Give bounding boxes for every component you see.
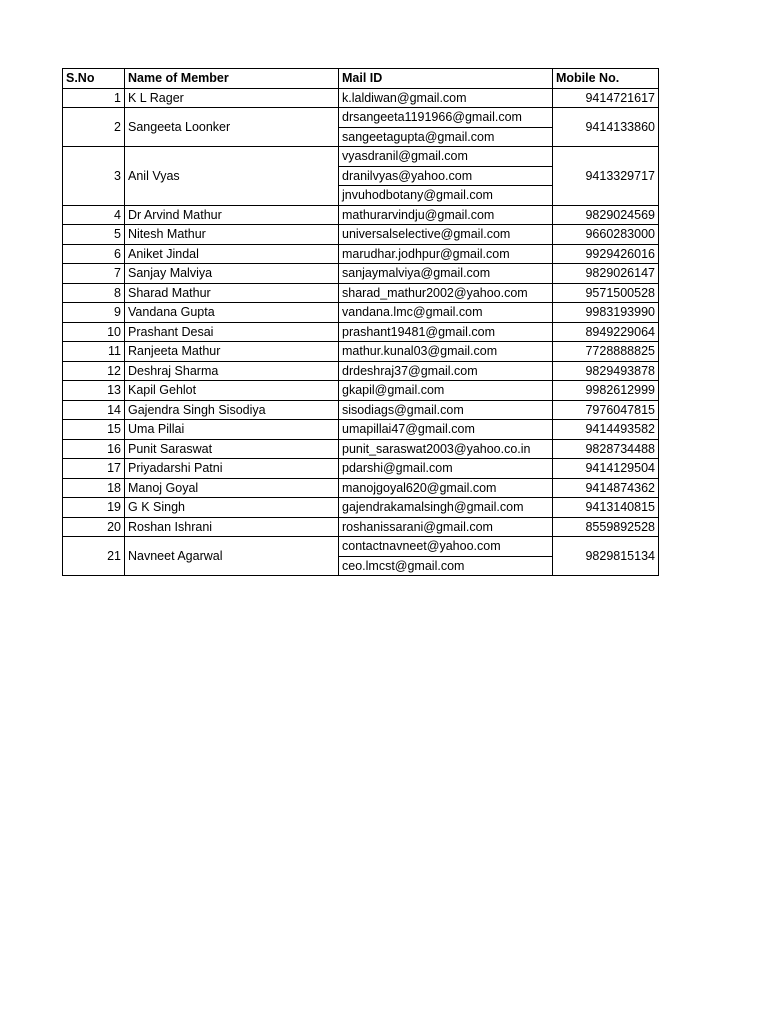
- member-name-cell: Manoj Goyal: [125, 478, 339, 498]
- mail-id-cell: ceo.lmcst@gmail.com: [339, 556, 553, 576]
- table-row: [63, 322, 659, 342]
- mail-id-cell: gajendrakamalsingh@gmail.com: [339, 498, 553, 518]
- table-row: [63, 264, 659, 284]
- mobile-number-cell: 9829026147: [553, 264, 659, 284]
- member-name-cell: Sharad Mathur: [125, 283, 339, 303]
- mobile-number-cell: 9414133860: [553, 108, 659, 147]
- serial-number-cell: 8: [63, 283, 125, 303]
- table-row: [63, 342, 659, 362]
- serial-number-cell: 6: [63, 244, 125, 264]
- member-name-cell: Uma Pillai: [125, 420, 339, 440]
- table-row: [63, 478, 659, 498]
- serial-number-cell: 16: [63, 439, 125, 459]
- serial-number-cell: 10: [63, 322, 125, 342]
- mail-id-cell: vandana.lmc@gmail.com: [339, 303, 553, 323]
- serial-number-cell: 9: [63, 303, 125, 323]
- table-row: [63, 205, 659, 225]
- member-name-cell: Roshan Ishrani: [125, 517, 339, 537]
- mobile-number-cell: 7976047815: [553, 400, 659, 420]
- mail-id-cell: sharad_mathur2002@yahoo.com: [339, 283, 553, 303]
- mail-id-cell: mathurarvindju@gmail.com: [339, 205, 553, 225]
- mail-id-cell: vyasdranil@gmail.com: [339, 147, 553, 167]
- table-row: [63, 498, 659, 518]
- mobile-number-cell: 9982612999: [553, 381, 659, 401]
- mail-id-cell: sanjaymalviya@gmail.com: [339, 264, 553, 284]
- mail-id-cell: prashant19481@gmail.com: [339, 322, 553, 342]
- member-name-cell: Vandana Gupta: [125, 303, 339, 323]
- mail-id-cell: sisodiags@gmail.com: [339, 400, 553, 420]
- mail-id-cell: gkapil@gmail.com: [339, 381, 553, 401]
- mobile-number-cell: 9571500528: [553, 283, 659, 303]
- table-row: [63, 147, 659, 167]
- mobile-number-cell: 9829024569: [553, 205, 659, 225]
- mobile-number-cell: 9414874362: [553, 478, 659, 498]
- member-name-cell: Dr Arvind Mathur: [125, 205, 339, 225]
- serial-number-cell: 21: [63, 537, 125, 576]
- member-name-cell: Nitesh Mathur: [125, 225, 339, 245]
- mail-id-cell: manojgoyal620@gmail.com: [339, 478, 553, 498]
- table-row: [63, 439, 659, 459]
- mail-id-cell: mathur.kunal03@gmail.com: [339, 342, 553, 362]
- mail-id-cell: universalselective@gmail.com: [339, 225, 553, 245]
- member-name-cell: Prashant Desai: [125, 322, 339, 342]
- table-row: [63, 108, 659, 128]
- mail-id-cell: umapillai47@gmail.com: [339, 420, 553, 440]
- member-name-cell: Navneet Agarwal: [125, 537, 339, 576]
- table-row: [63, 381, 659, 401]
- member-name-cell: Sanjay Malviya: [125, 264, 339, 284]
- members-table: [62, 68, 659, 576]
- mail-id-cell: sangeetagupta@gmail.com: [339, 127, 553, 147]
- serial-number-cell: 14: [63, 400, 125, 420]
- member-name-cell: Anil Vyas: [125, 147, 339, 206]
- table-row: [63, 244, 659, 264]
- table-row: [63, 400, 659, 420]
- member-name-cell: Ranjeeta Mathur: [125, 342, 339, 362]
- mobile-number-cell: 9828734488: [553, 439, 659, 459]
- mobile-number-cell: 8559892528: [553, 517, 659, 537]
- header-name: Name of Member: [125, 69, 339, 89]
- table-body: [63, 88, 659, 576]
- table-row: [63, 459, 659, 479]
- serial-number-cell: 20: [63, 517, 125, 537]
- mobile-number-cell: 9929426016: [553, 244, 659, 264]
- serial-number-cell: 7: [63, 264, 125, 284]
- member-name-cell: Punit Saraswat: [125, 439, 339, 459]
- mail-id-cell: drdeshraj37@gmail.com: [339, 361, 553, 381]
- serial-number-cell: 2: [63, 108, 125, 147]
- table-row: [63, 303, 659, 323]
- serial-number-cell: 11: [63, 342, 125, 362]
- member-name-cell: Kapil Gehlot: [125, 381, 339, 401]
- serial-number-cell: 13: [63, 381, 125, 401]
- mail-id-cell: roshanissarani@gmail.com: [339, 517, 553, 537]
- member-name-cell: Sangeeta Loonker: [125, 108, 339, 147]
- mail-id-cell: k.laldiwan@gmail.com: [339, 88, 553, 108]
- header-mobile: Mobile No.: [553, 69, 659, 89]
- mobile-number-cell: 9414129504: [553, 459, 659, 479]
- mobile-number-cell: 8949229064: [553, 322, 659, 342]
- mobile-number-cell: 9413329717: [553, 147, 659, 206]
- member-name-cell: Priyadarshi Patni: [125, 459, 339, 479]
- mobile-number-cell: 9660283000: [553, 225, 659, 245]
- mobile-number-cell: 9414721617: [553, 88, 659, 108]
- serial-number-cell: 12: [63, 361, 125, 381]
- mobile-number-cell: 9414493582: [553, 420, 659, 440]
- table-header: [63, 69, 659, 89]
- serial-number-cell: 18: [63, 478, 125, 498]
- member-name-cell: Aniket Jindal: [125, 244, 339, 264]
- member-name-cell: G K Singh: [125, 498, 339, 518]
- member-name-cell: Deshraj Sharma: [125, 361, 339, 381]
- header-row: [63, 69, 659, 89]
- mail-id-cell: punit_saraswat2003@yahoo.co.in: [339, 439, 553, 459]
- table-row: [63, 517, 659, 537]
- table-row: [63, 88, 659, 108]
- serial-number-cell: 17: [63, 459, 125, 479]
- header-sno: S.No: [63, 69, 125, 89]
- mobile-number-cell: 9829493878: [553, 361, 659, 381]
- serial-number-cell: 15: [63, 420, 125, 440]
- mail-id-cell: dranilvyas@yahoo.com: [339, 166, 553, 186]
- mobile-number-cell: 9983193990: [553, 303, 659, 323]
- mobile-number-cell: 7728888825: [553, 342, 659, 362]
- mail-id-cell: pdarshi@gmail.com: [339, 459, 553, 479]
- member-name-cell: Gajendra Singh Sisodiya: [125, 400, 339, 420]
- mail-id-cell: contactnavneet@yahoo.com: [339, 537, 553, 557]
- mail-id-cell: drsangeeta1191966@gmail.com: [339, 108, 553, 128]
- serial-number-cell: 3: [63, 147, 125, 206]
- member-name-cell: K L Rager: [125, 88, 339, 108]
- mail-id-cell: marudhar.jodhpur@gmail.com: [339, 244, 553, 264]
- table-row: [63, 225, 659, 245]
- serial-number-cell: 19: [63, 498, 125, 518]
- table-row: [63, 361, 659, 381]
- serial-number-cell: 4: [63, 205, 125, 225]
- mobile-number-cell: 9829815134: [553, 537, 659, 576]
- table-row: [63, 537, 659, 557]
- table-row: [63, 420, 659, 440]
- header-mail: Mail ID: [339, 69, 553, 89]
- table-row: [63, 283, 659, 303]
- serial-number-cell: 1: [63, 88, 125, 108]
- serial-number-cell: 5: [63, 225, 125, 245]
- mobile-number-cell: 9413140815: [553, 498, 659, 518]
- mail-id-cell: jnvuhodbotany@gmail.com: [339, 186, 553, 206]
